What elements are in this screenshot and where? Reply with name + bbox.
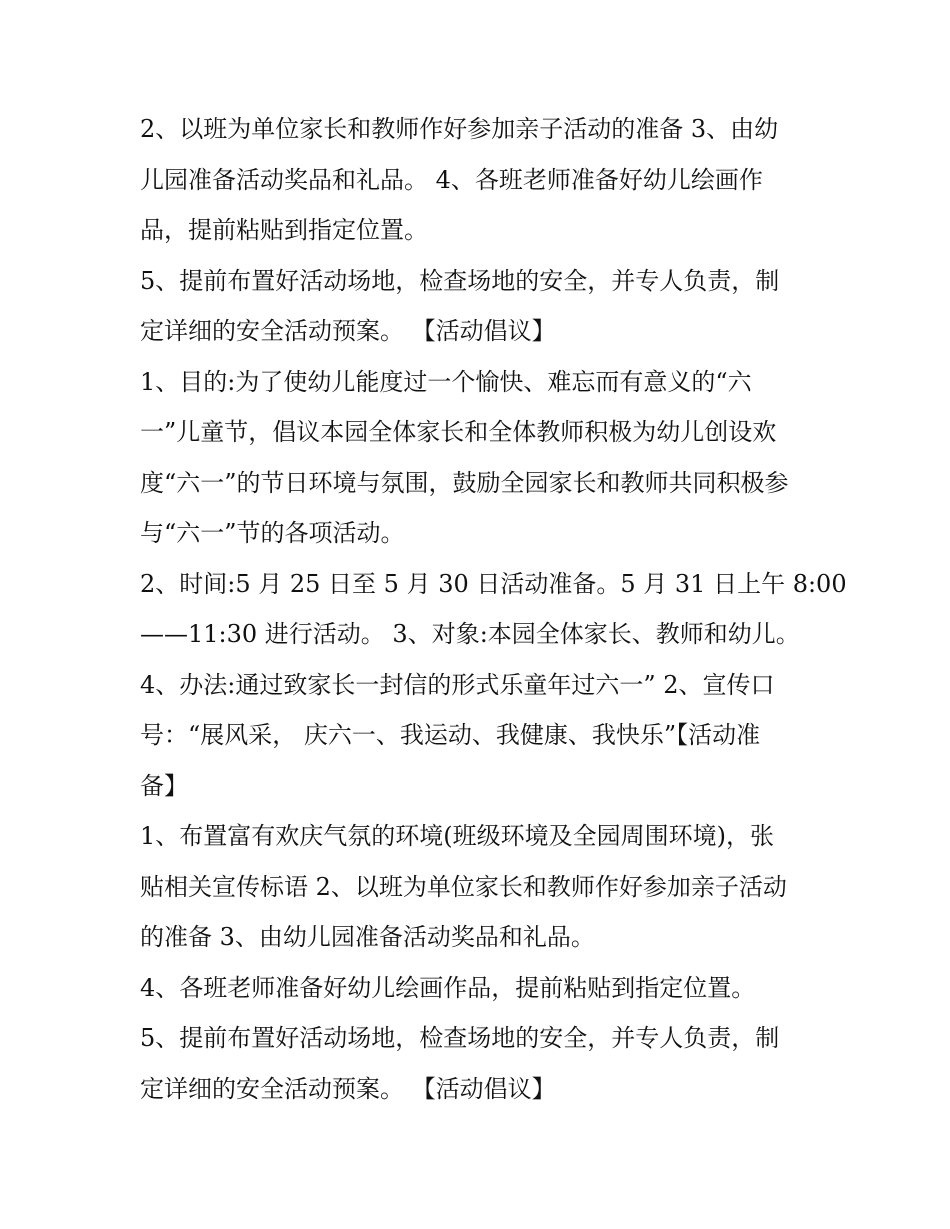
- text-line: 5、提前布置好活动场地，检查场地的安全，并专人负责，制: [140, 266, 780, 295]
- text-line: 贴相关宣传标语 2、以班为单位家长和教师作好参加亲子活动: [140, 872, 787, 901]
- text-line: 1、目的:为了使幼儿能度过一个愉快、难忘而有意义的“六: [140, 367, 752, 396]
- text-line: 定详细的安全活动预案。 【活动倡议】: [140, 1074, 556, 1103]
- paragraph-preparation-2-4: [140, 104, 812, 256]
- text-line: 度“六一”的节日环境与氛围，鼓励全园家长和教师共同积极参: [140, 468, 789, 497]
- text-line: 号：“展风采， 庆六一、我运动、我健康、我快乐”【活动准: [140, 721, 761, 749]
- text-line: 4、各班老师准备好幼儿绘画作品，提前粘贴到指定位置。: [140, 973, 756, 1002]
- text-line: 1、布置富有欢庆气氛的环境(班级环境及全园周围环境)，张: [140, 822, 774, 850]
- text-line: 2、时间:5 月 25 日至 5 月 30 日活动准备。5 月 31 日上午 8:00: [140, 569, 847, 598]
- text-line: 定详细的安全活动预案。 【活动倡议】: [140, 317, 556, 345]
- text-line: 2、以班为单位家长和教师作好参加亲子活动的准备 3、由幼: [140, 115, 779, 143]
- text-line: 儿园准备活动奖品和礼品。 4、各班老师准备好幼儿绘画作: [140, 165, 763, 194]
- text-line: 5、提前布置好活动场地，检查场地的安全，并专人负责，制: [140, 1024, 780, 1052]
- paragraph-time: [140, 559, 847, 660]
- text-line: 与“六一”节的各项活动。: [140, 519, 405, 547]
- paragraph-preparation-5: [140, 256, 812, 357]
- text-line: 品，提前粘贴到指定位置。: [140, 216, 428, 244]
- document-body: [140, 104, 847, 1114]
- paragraph-environment: [140, 811, 812, 963]
- text-line: 备】: [140, 771, 188, 800]
- text-line: ——11:30 进行活动。 3、对象:本园全体家长、教师和幼儿。: [140, 620, 800, 648]
- paragraph-method: [140, 660, 812, 812]
- paragraph-safety: [140, 1013, 812, 1114]
- text-line: 4、办法:通过致家长一封信的形式乐童年过六一” 2、宣传口: [140, 670, 775, 699]
- paragraph-purpose: [140, 357, 812, 559]
- text-line: 的准备 3、由幼儿园准备活动奖品和礼品。: [140, 923, 595, 951]
- text-line: 一”儿童节，倡议本园全体家长和全体教师积极为幼儿创设欢: [140, 418, 777, 446]
- paragraph-artwork: [140, 963, 812, 1014]
